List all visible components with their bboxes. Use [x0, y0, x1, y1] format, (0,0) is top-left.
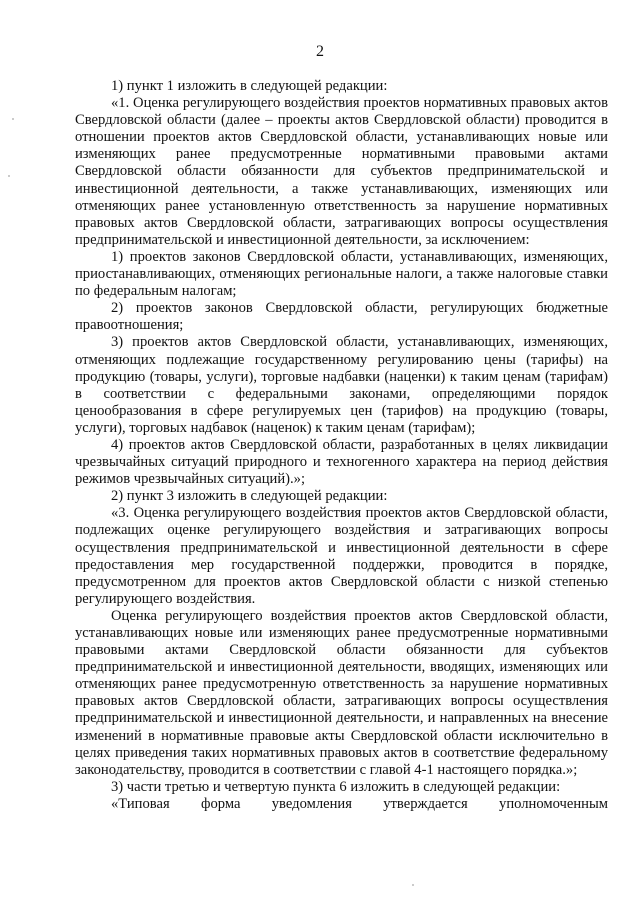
scan-speck	[12, 118, 14, 120]
paragraph-6: 4) проектов актов Свердловской области, разработанных в целях ликвидации чрезвычайных ситуаций природного и техногенного характера на период действия режимов чрезвычайных ситуаций).»;	[75, 436, 608, 488]
paragraph-7: 2) пункт 3 изложить в следующей редакции:	[111, 488, 388, 505]
page-number: 2	[316, 43, 324, 60]
paragraph-8: «3. Оценка регулирующего воздействия проектов актов Свердловской области, подлежащих оценке регулирующего воздействия и затрагивающих вопросы осуществления предпринимательской и инвестиционной деятельности в сфере предоставления мер государственной поддержки, проводится в порядке, предусмотренном для проектов актов Свердловской области с низкой степенью регулирующего воздействия.	[75, 505, 608, 607]
paragraph-9: Оценка регулирующего воздействия проектов актов Свердловской области, устанавливающих новые или изменяющих ранее предусмотренные нормативными правовыми актами Свердловской области обязанности для субъектов предпринимательской и инвестиционной деятельности, вводящих, изменяющих или отменяющих ранее предусмотренную ответственность за нарушение нормативных правовых актов Свердловской области, затрагивающих вопросы осуществления предпринимательской и инвестиционной деятельности, и направленных на внесение изменений в нормативные правовые акты Свердловской области исключительно в целях приведения таких нормативных правовых актов в соответствие федеральному законодательству, проводится в соответствии с главой 4-1 настоящего порядка.»;	[75, 607, 608, 778]
paragraph-10: 3) части третью и четвертую пункта 6 изложить в следующей редакции:	[111, 778, 561, 795]
paragraph-2: «1. Оценка регулирующего воздействия проектов нормативных правовых актов Свердловской области (далее – проекты актов Свердловской области) проводится в отношении проектов актов Свердловской области, устанавливающих новые или изменяющих ранее предусмотренные нормативными правовыми актами Свердловской области обязанности для субъектов предпринимательской и инвестиционной деятельности, а также устанавливающих, изменяющих или отменяющих ранее установленную ответственность за нарушение нормативных правовых актов Свердловской области, затрагивающих вопросы осуществления предпринимательской и инвестиционной деятельности, за исключением:	[75, 95, 608, 248]
paragraph-3: 1) проектов законов Свердловской области, устанавливающих, изменяющих, приостанавливающих, отменяющих региональные налоги, а также налоговые ставки по федеральным налогам;	[75, 248, 608, 300]
scan-speck	[412, 884, 414, 886]
paragraph-1: 1) пункт 1 изложить в следующей редакции:	[111, 78, 388, 94]
paragraph-4: 2) проектов законов Свердловской области, регулирующих бюджетные правоотношения;	[75, 300, 608, 334]
paragraph-5: 3) проектов актов Свердловской области, устанавливающих, изменяющих, отменяющих подлежащие государственному регулированию цены (тарифы) на продукцию (товары, услуги), торговые надбавки (наценки) к таким ценам (тарифам) в соответствии с федеральными законами, определяющими порядок ценообразования в сфере регулируемых цен (тарифов) на продукцию (товары, услуги), торговых надбавок (наценок) к таким ценам (тарифам);	[75, 334, 608, 436]
scan-speck	[8, 175, 10, 177]
paragraph-11: «Типовая форма уведомления утверждается уполномоченным	[111, 795, 608, 812]
document-body	[75, 78, 608, 813]
